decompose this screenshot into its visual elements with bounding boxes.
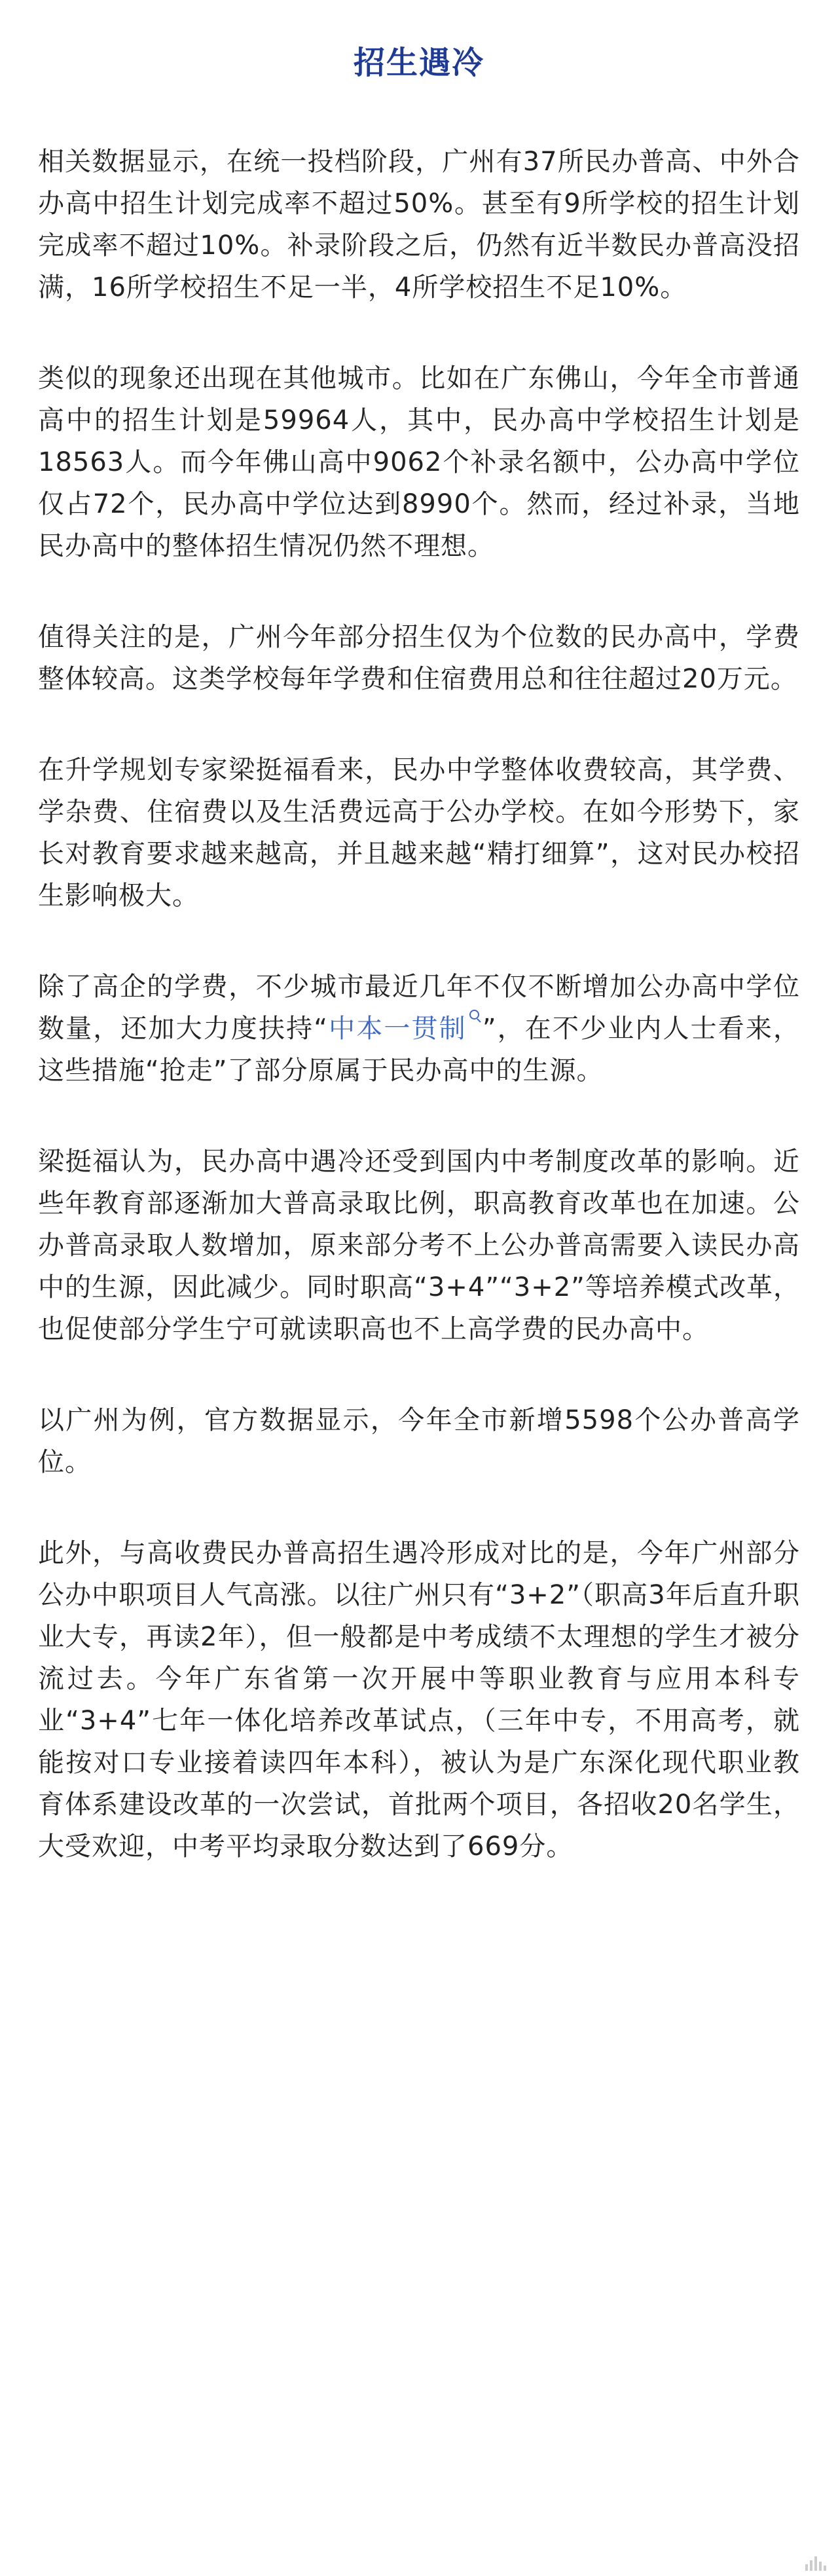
bar-chart-icon — [805, 2555, 826, 2571]
article-title: 招生遇冷 — [353, 45, 484, 81]
paragraph-foshan: 类似的现象还出现在其他城市。比如在广东佛山，今年全市普通高中的招生计划是59964人，其中，民办高中学校招生计划是18563人。而今年佛山高中9062个补录名额中，公办高中学位仅占72个，民办高中学位达到8990个。然而，经过补录，当地民办高中的整体招生情况仍然不理想。 — [38, 363, 800, 561]
paragraph-expert-view: 在升学规划专家梁挺福看来，民办中学整体收费较高，其学费、学杂费、住宿费以及生活费远高于公办学校。在如今形势下，家长对教育要求越来越高，并且越来越“精打细算”，这对民办校招生影响极大。 — [38, 755, 800, 911]
paragraph-guangzhou-example: 以广州为例，官方数据显示，今年全市新增5598个公办普高学位。 — [38, 1405, 800, 1477]
article — [38, 0, 800, 1868]
paragraph-enrollment-data: 相关数据显示，在统一投档阶段，广州有37所民办普高、中外合办高中招生计划完成率不超过50%。甚至有9所学校的招生计划完成率不超过10%。补录阶段之后，仍然有近半数民办普高没招满，16所学校招生不足一半，4所学校招生不足10%。 — [38, 147, 800, 303]
paragraph-policy — [38, 966, 800, 1092]
paragraph-policy-before: 除了高企的学费，不少城市最近几年不仅不断增加公办高中学位数量，还加大力度扶持“ — [38, 972, 800, 1044]
paragraph-exam-reform: 梁挺福认为，民办高中遇冷还受到国内中考制度改革的影响。近些年教育部逐渐加大普高录取比例，职高教育改革也在加速。公办普高录取人数增加，原来部分考不上公办普高需要入读民办高中的生源，因此减少。同时职高“3+4”“3+2”等培养模式改革，也促使部分学生宁可就读职高也不上高学费的民办高中。 — [38, 1147, 800, 1344]
paragraph-vocational: 此外，与高收费民办普高招生遇冷形成对比的是，今年广州部分公办中职项目人气高涨。以往广州只有“3+2”（职高3年后直升职业大专，再读2年），但一般都是中考成绩不太理想的学生才被分流过去。今年广东省第一次开展中等职业教育与应用本科专业“3+4”七年一体化培养改革试点，（三年中专，不用高考，就能按对口专业接着读四年本科），被认为是广东深化现代职业教育体系建设改革的一次尝试，首批两个项目，各招收20名学生，大受欢迎，中考平均录取分数达到了669分。 — [38, 1538, 800, 1862]
zhongben-yiguanzhi-link-text: 中本一贯制 — [328, 1014, 467, 1044]
paragraph-tuition: 值得关注的是，广州今年部分招生仅为个位数的民办高中，学费整体较高。这类学校每年学费和住宿费用总和往往超过20万元。 — [38, 622, 800, 694]
paragraph-policy-after: ”，在不少业内人士看来，这些措施“抢走”了部分原属于民办高中的生源。 — [38, 1014, 800, 1086]
search-icon — [469, 1010, 481, 1021]
zhongben-yiguanzhi-link[interactable] — [328, 1014, 483, 1044]
